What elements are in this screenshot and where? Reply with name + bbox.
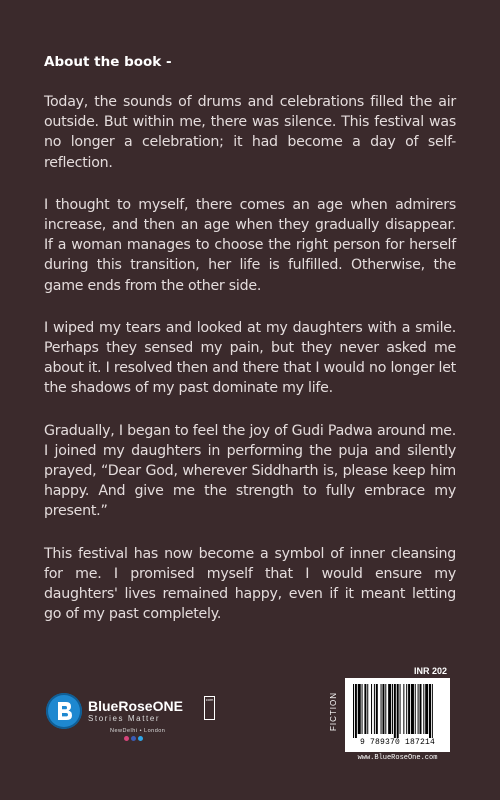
description-paragraph: This festival has now become a symbol of inner cleansing for me. I promised myself that I would ensure my daughters' lives remained happy, even if it meant letting go of my past completely. [44, 545, 456, 623]
barcode-bar [394, 684, 396, 738]
barcode-bar [362, 684, 363, 734]
barcode-bar [376, 684, 378, 734]
section-heading: About the book - [44, 54, 172, 70]
barcode-bar [382, 684, 384, 734]
barcode-bar [408, 684, 410, 734]
barcode-bar [418, 684, 419, 734]
publisher-tagline: Stories Matter [88, 714, 161, 723]
publisher-box-label: com [204, 696, 215, 720]
barcode-bar [388, 684, 391, 734]
barcode-bar [400, 684, 401, 734]
facebook-icon [131, 736, 136, 741]
description-paragraph: Gradually, I began to feel the joy of Gudi Padwa around me. I joined my daughters in performing the puja and silently prayed, “Dear God, wherever Siddharth is, please keep him happy. And give me the strength to fully embrace my present.” [44, 422, 456, 520]
isbn-number: 9 789370 187214 [359, 738, 435, 747]
barcode-bar [411, 684, 414, 734]
barcode-bar [374, 684, 375, 734]
barcode-bar [381, 684, 382, 734]
barcode-bar [425, 684, 428, 734]
description-paragraph: I thought to myself, there comes an age when admirers increase, and then an age when they gradually disappear. If a woman manages to choose the right person for herself during this transition, her life is fulfilled. Otherwise, the game ends from the other side. [44, 196, 456, 294]
barcode-bar [385, 684, 386, 734]
barcode-bar [423, 684, 424, 734]
barcode-bar [429, 684, 431, 738]
publisher-name [88, 698, 183, 714]
price-label: INR 202 [414, 666, 448, 676]
publisher-cities: NewDelhi • London [110, 728, 166, 734]
barcode-bar [364, 684, 366, 734]
genre-label [326, 686, 340, 736]
barcode-bar [420, 684, 422, 734]
barcode-bar [403, 684, 404, 734]
barcode-bar [406, 684, 407, 734]
barcode-bars [345, 678, 450, 738]
description-paragraph: Today, the sounds of drums and celebrations filled the air outside. But within me, there was silence. This festival was no longer a celebration; it had become a day of self-reflection. [44, 94, 456, 171]
barcode-bar [353, 684, 354, 738]
barcode-bar [358, 684, 361, 734]
barcode-bar [371, 684, 372, 734]
publisher-website: www.BlueRoseOne.com [357, 754, 438, 762]
barcode-bar [415, 684, 416, 734]
publisher-logo [46, 690, 236, 770]
social-icons [124, 736, 143, 741]
barcode-bar [397, 684, 399, 738]
barcode-bar [392, 684, 393, 734]
barcode-bar [432, 684, 433, 738]
publisher-name-part1: BlueRose [88, 698, 153, 714]
description-paragraph: I wiped my tears and looked at my daughters with a smile. Perhaps they sensed my pain, but they never asked me about it. I resolved then and there that I would no longer let the shadows of my past dominate my life. [44, 319, 456, 397]
publisher-name-part2: ONE [152, 698, 183, 714]
instagram-icon [124, 736, 129, 741]
publisher-b-icon [46, 693, 82, 729]
barcode-bar [355, 684, 357, 738]
book-description [44, 92, 456, 646]
twitter-icon [138, 736, 143, 741]
isbn-barcode [345, 678, 450, 752]
genre-text: FICTION [328, 691, 338, 731]
barcode-bar [367, 684, 368, 734]
